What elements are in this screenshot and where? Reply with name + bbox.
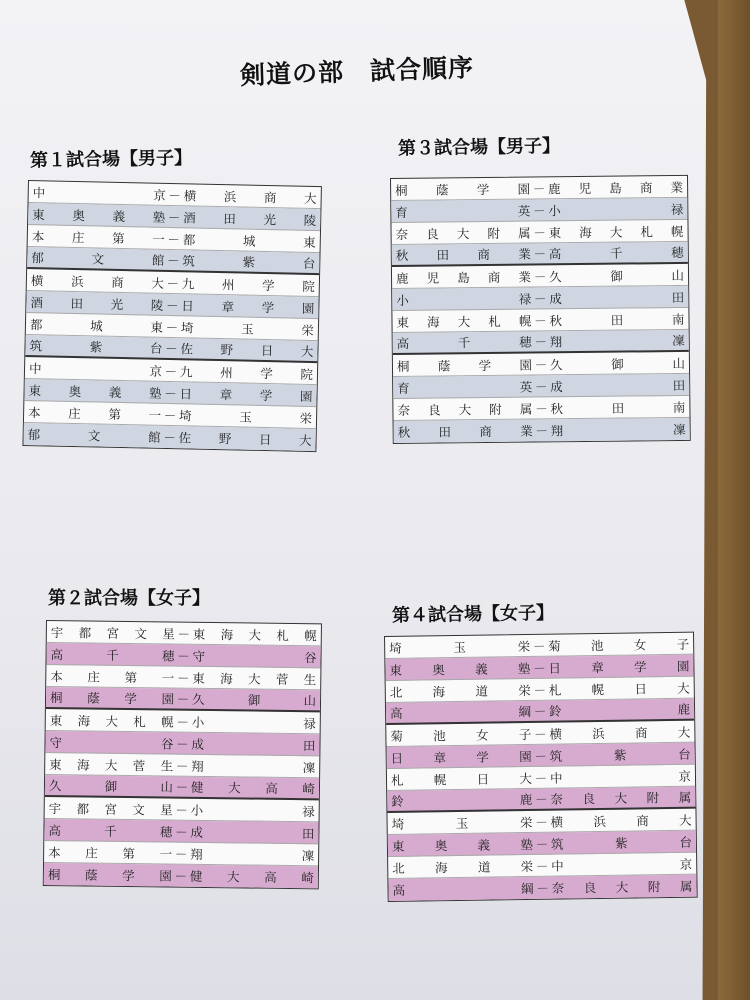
versus-dash: － xyxy=(533,268,547,284)
section-heading-court3: 第３試合場【男子】 xyxy=(397,135,561,160)
team-b: 鈴 鹿 xyxy=(548,701,691,719)
versus-dash: － xyxy=(532,180,546,197)
team-a: 桐 蔭 学 園 xyxy=(47,867,172,884)
versus-dash: － xyxy=(166,275,180,291)
versus-dash: － xyxy=(534,770,548,786)
match-row xyxy=(391,176,687,201)
team-a: 宇 都 宮 文 星 xyxy=(48,800,173,818)
team-b: 佐 野 日 大 xyxy=(178,430,312,448)
team-a: 守 谷 xyxy=(49,734,174,752)
team-a: 筑 紫 台 xyxy=(29,338,163,356)
schedule-table-court4 xyxy=(384,632,698,902)
team-a: 東 奥 義 塾 xyxy=(28,382,162,401)
section-heading-court4: 第４試合場【女子】 xyxy=(391,602,555,627)
versus-dash: － xyxy=(163,429,177,446)
team-a: 本 庄 第 一 xyxy=(31,228,165,247)
team-b: 九 州 学 院 xyxy=(179,363,314,382)
team-b: 筑 紫 台 xyxy=(549,746,691,764)
team-b: 日 章 学 園 xyxy=(181,297,315,316)
team-b: 奈 良 大 附 属 xyxy=(551,878,693,896)
team-a: 鈴 鹿 xyxy=(391,791,533,809)
team-b: 成 田 xyxy=(190,824,315,841)
versus-dash: － xyxy=(163,407,177,423)
team-a: 育 英 xyxy=(397,379,533,396)
team-b: 翔 凜 xyxy=(550,421,686,439)
team-b: 菊 池 女 子 xyxy=(548,636,690,654)
versus-dash: － xyxy=(176,736,189,752)
versus-dash: － xyxy=(536,880,549,896)
team-b: 翔 凜 xyxy=(191,758,316,775)
schedule-table-court1 xyxy=(22,180,322,452)
team-a: 横 浜 商 大 xyxy=(30,272,165,291)
versus-dash: － xyxy=(168,187,182,203)
team-a: 中 京 xyxy=(28,360,163,379)
team-b: 小 禄 xyxy=(191,714,316,731)
team-a: 本 庄 第 一 xyxy=(48,844,173,862)
team-b: 埼 玉 栄 xyxy=(178,407,313,426)
versus-dash: － xyxy=(174,868,188,884)
team-a: 高 千 穂 xyxy=(48,822,173,840)
versus-dash: － xyxy=(533,660,546,676)
team-b: 健 大 高 崎 xyxy=(190,779,316,797)
wall xyxy=(718,0,750,1000)
team-a: 北 海 道 栄 xyxy=(392,858,534,876)
versus-dash: － xyxy=(533,682,547,698)
section-heading-court2: 第２試合場【女子】 xyxy=(48,588,210,609)
versus-dash: － xyxy=(164,385,177,401)
team-a: 東 奥 義 塾 xyxy=(389,660,531,678)
versus-dash: － xyxy=(534,378,548,394)
team-a: 日 章 学 園 xyxy=(390,748,532,766)
team-b: 小 禄 xyxy=(190,802,315,819)
team-b: 成 田 xyxy=(549,289,685,306)
team-a: 高 千 穂 xyxy=(396,334,532,351)
team-a: 桐 蔭 学 園 xyxy=(395,181,531,198)
team-b: 筑 紫 台 xyxy=(182,253,316,272)
versus-dash: － xyxy=(175,802,189,818)
match-row xyxy=(394,418,690,443)
team-a: 宇 都 宮 文 星 xyxy=(50,624,175,642)
team-b: 成 田 xyxy=(550,377,686,394)
team-a: 鹿 児 島 商 業 xyxy=(395,269,532,286)
versus-dash: － xyxy=(165,319,179,335)
versus-dash: － xyxy=(174,846,188,862)
team-b: 東 海 大 札 幌 xyxy=(548,223,684,240)
match-row xyxy=(393,396,689,421)
schedule-table-court3 xyxy=(390,175,691,444)
page-title: 剣道の部 試合順序 xyxy=(239,52,475,91)
match-row xyxy=(393,374,689,399)
versus-dash: － xyxy=(166,252,180,269)
match-row xyxy=(392,264,688,289)
team-b: 日 章 学 園 xyxy=(179,385,313,404)
team-b: 秋 田 南 xyxy=(550,399,686,416)
team-b: 小 禄 xyxy=(548,201,684,218)
match-row xyxy=(393,352,689,377)
team-a: 小 禄 xyxy=(396,291,532,308)
team-a: 秋 田 商 業 xyxy=(395,246,531,263)
versus-dash: － xyxy=(165,297,179,313)
versus-dash: － xyxy=(535,858,549,874)
team-b: 翔 凜 xyxy=(549,332,685,350)
team-a: 高 綱 xyxy=(389,703,532,721)
team-a: 東 海 大 札 幌 xyxy=(396,313,532,330)
versus-dash: － xyxy=(175,758,189,774)
team-a: 郁 文 館 xyxy=(31,250,165,268)
team-a: 奈 良 大 附 属 xyxy=(395,225,531,242)
versus-dash: － xyxy=(165,340,178,357)
team-b: 都 城 東 xyxy=(182,231,316,250)
team-b: 健 大 高 崎 xyxy=(189,868,314,886)
versus-dash: － xyxy=(176,714,190,730)
team-a: 桐 蔭 学 園 xyxy=(49,690,175,707)
team-b: 中 京 xyxy=(551,856,693,874)
section-heading-court1: 第１試合場【男子】 xyxy=(29,147,193,172)
team-b: 東 海 大 札 幌 xyxy=(192,626,317,643)
team-b: 東 海 大 菅 生 xyxy=(192,670,317,687)
team-a: 東 奥 義 塾 xyxy=(391,836,534,854)
team-b: 久 御 山 xyxy=(548,267,685,284)
versus-dash: － xyxy=(164,363,178,379)
versus-dash: － xyxy=(533,290,547,306)
team-b: 佐 野 日 大 xyxy=(180,341,314,360)
versus-dash: － xyxy=(535,400,548,416)
versus-dash: － xyxy=(533,246,547,262)
versus-dash: － xyxy=(534,334,548,350)
versus-dash: － xyxy=(167,231,181,247)
match-row xyxy=(391,198,687,223)
team-b: 秋 田 南 xyxy=(549,311,685,328)
versus-dash: － xyxy=(534,312,547,328)
team-b: 横 浜 商 大 xyxy=(183,187,317,206)
versus-dash: － xyxy=(533,202,546,219)
team-b: 高 千 穂 xyxy=(548,244,684,262)
versus-dash: － xyxy=(177,648,190,664)
team-a: 酒 田 光 陵 xyxy=(30,294,164,313)
match-row xyxy=(392,242,688,267)
versus-dash: － xyxy=(535,836,549,852)
team-b: 奈 良 大 附 属 xyxy=(550,789,692,807)
team-a: 北 海 道 栄 xyxy=(389,682,531,700)
match-row xyxy=(391,220,687,245)
team-b: 横 浜 商 大 xyxy=(549,724,691,742)
versus-dash: － xyxy=(534,726,547,742)
team-b: 久 御 山 xyxy=(549,355,686,372)
versus-dash: － xyxy=(175,779,189,795)
team-b: 成 田 xyxy=(191,736,316,753)
team-a: 菊 池 女 子 xyxy=(390,726,532,744)
versus-dash: － xyxy=(535,814,548,830)
team-a: 育 英 xyxy=(395,203,531,220)
team-b: 鹿 児 島 商 業 xyxy=(548,179,684,196)
team-a: 札 幌 日 大 xyxy=(390,770,533,788)
team-a: 都 城 東 xyxy=(29,316,164,335)
team-a: 東 海 大 菅 生 xyxy=(49,756,174,774)
schedule-table-court2 xyxy=(43,620,322,889)
team-b: 埼 玉 栄 xyxy=(180,319,315,338)
match-row xyxy=(44,863,318,888)
versus-dash: － xyxy=(177,626,191,642)
team-a: 桐 蔭 学 園 xyxy=(396,357,533,374)
team-b: 久 御 山 xyxy=(191,691,317,709)
versus-dash: － xyxy=(175,824,188,840)
team-a: 東 海 大 札 幌 xyxy=(49,712,174,730)
match-row xyxy=(393,330,689,355)
versus-dash: － xyxy=(534,748,548,764)
team-a: 本 庄 第 一 xyxy=(50,668,175,686)
team-a: 東 奥 義 塾 xyxy=(32,206,166,225)
match-row xyxy=(23,423,315,451)
team-a: 中 京 xyxy=(32,184,166,203)
versus-dash: － xyxy=(532,638,546,654)
versus-dash: － xyxy=(534,791,548,807)
match-row xyxy=(388,875,696,901)
team-a: 秋 田 商 業 xyxy=(397,423,533,440)
team-a: 埼 玉 栄 xyxy=(391,814,533,832)
team-a: 本 庄 第 一 xyxy=(27,404,162,423)
team-b: 筑 紫 台 xyxy=(550,834,692,852)
team-a: 久 御 山 xyxy=(48,778,174,795)
versus-dash: － xyxy=(176,670,190,686)
team-a: 高 千 穂 xyxy=(50,646,175,664)
team-b: 守 谷 xyxy=(192,648,317,665)
versus-dash: － xyxy=(167,209,181,225)
team-b: 翔 凜 xyxy=(190,846,315,863)
versus-dash: － xyxy=(533,703,547,719)
versus-dash: － xyxy=(534,356,548,372)
team-b: 日 章 学 園 xyxy=(548,658,690,676)
team-b: 九 州 学 院 xyxy=(181,275,315,294)
versus-dash: － xyxy=(535,423,548,439)
team-b: 酒 田 光 陵 xyxy=(183,209,317,228)
team-b: 中 京 xyxy=(549,768,692,786)
team-b: 横 浜 商 大 xyxy=(550,812,692,830)
team-b: 札 幌 日 大 xyxy=(548,680,690,698)
team-a: 高 綱 xyxy=(392,880,534,898)
versus-dash: － xyxy=(176,691,190,707)
team-a: 埼 玉 栄 xyxy=(389,638,531,656)
versus-dash: － xyxy=(533,224,546,241)
match-row xyxy=(392,308,688,333)
team-a: 郁 文 館 xyxy=(27,427,161,445)
match-row xyxy=(392,286,688,311)
team-a: 奈 良 大 附 属 xyxy=(397,401,533,418)
